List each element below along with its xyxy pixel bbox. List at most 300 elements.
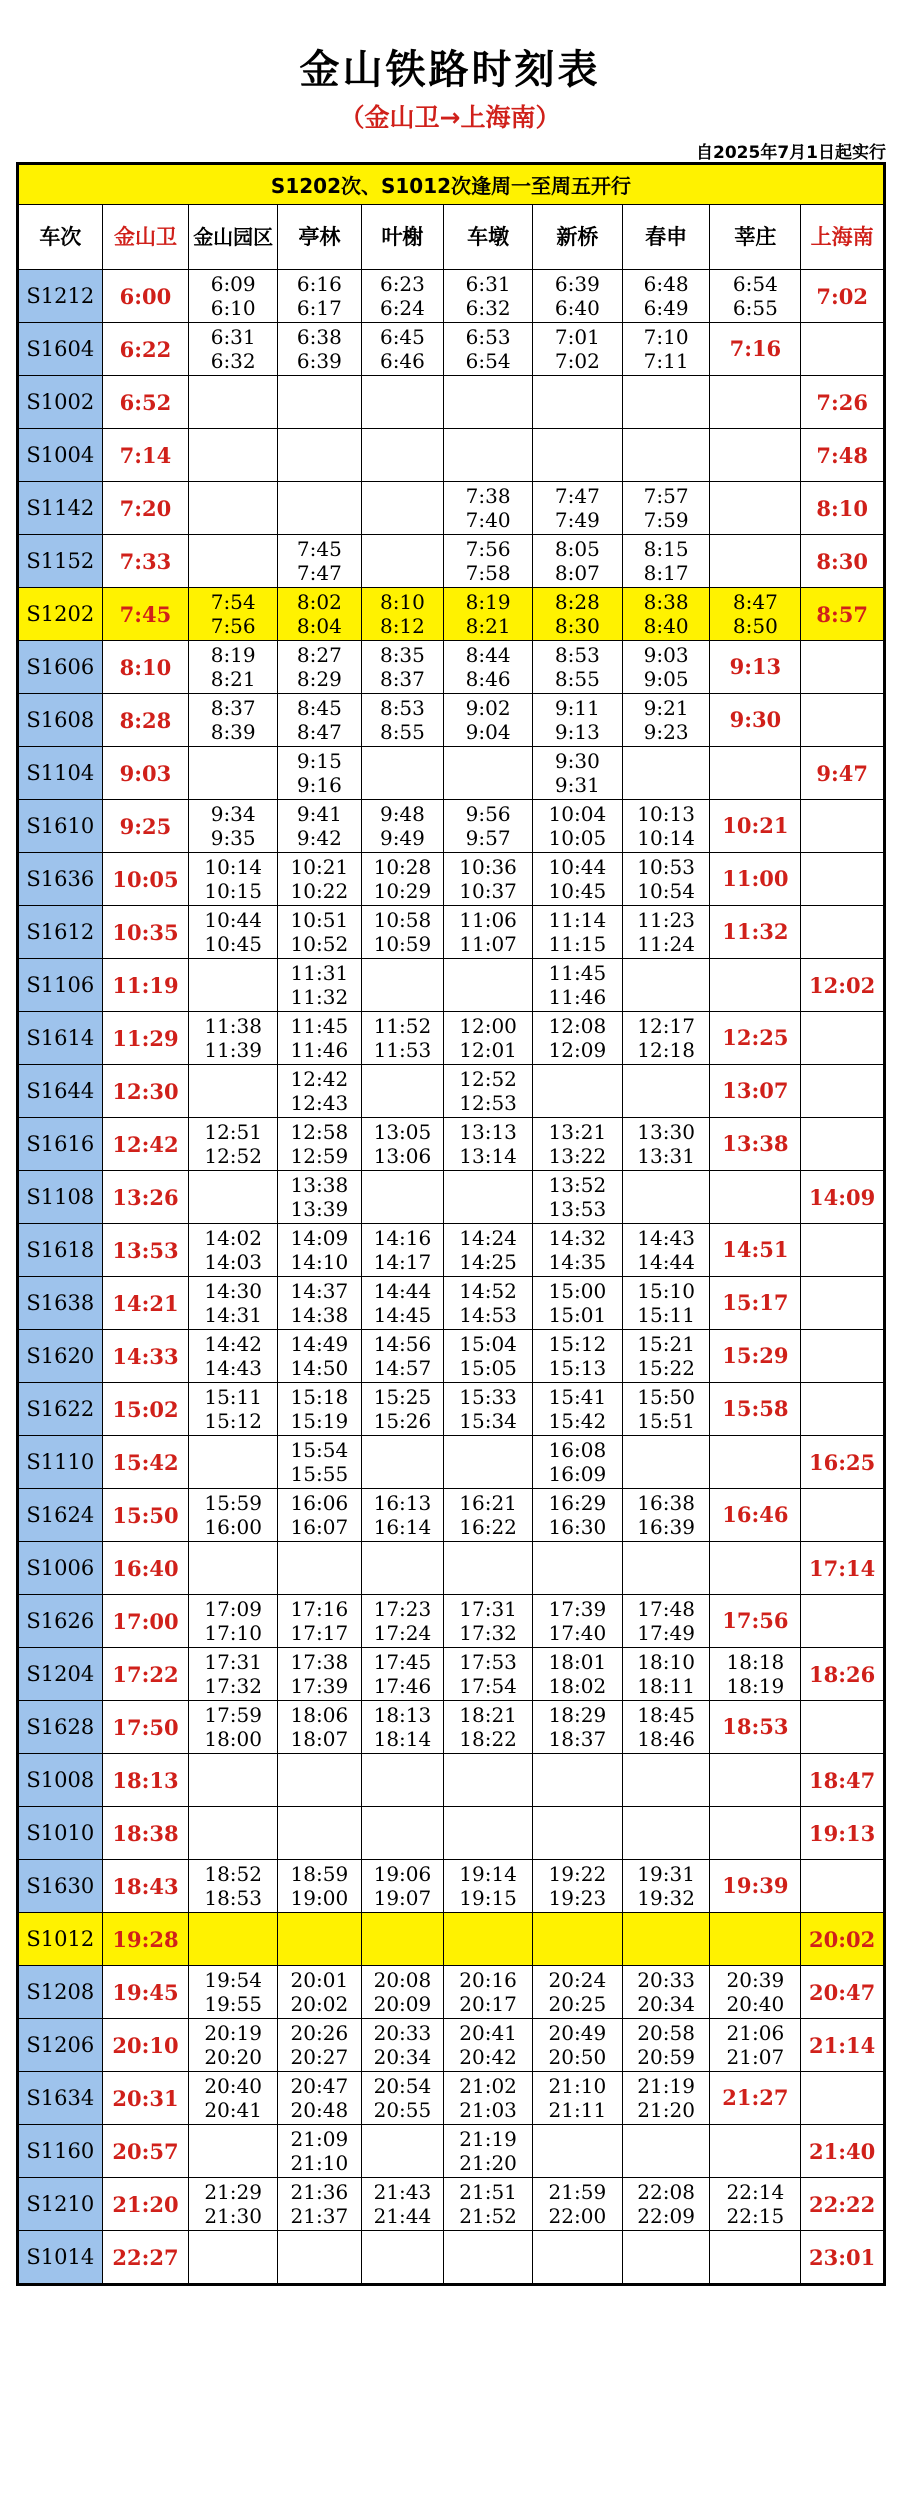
train-number: S1208	[18, 1966, 103, 2019]
arrival-time: 13:05	[373, 1120, 432, 1144]
timetable-row	[18, 482, 885, 535]
departure-time: 21:20	[459, 2151, 517, 2175]
arrival-time: 20:54	[373, 2074, 432, 2098]
departure-time: 14:57	[373, 1356, 432, 1380]
arrival-time: 11:32	[722, 919, 789, 944]
arrival-time: 11:31	[290, 961, 349, 985]
stop-time-cell	[444, 1012, 533, 1065]
stop-time-cell	[444, 1807, 533, 1860]
stop-time-cell	[622, 1807, 710, 1860]
stop-time-cell	[622, 800, 710, 853]
departure-time: 9:31	[554, 773, 600, 797]
stop-time-cell	[189, 1542, 278, 1595]
arrival-time: 17:59	[204, 1703, 262, 1727]
stop-time-cell	[444, 1860, 533, 1913]
arrival-time: 10:36	[459, 855, 517, 879]
departure-time: 11:07	[459, 932, 517, 956]
stop-time-cell	[532, 1330, 622, 1383]
timetable-row	[18, 1065, 885, 1118]
shanghainan-arrival: 21:40	[801, 2125, 885, 2178]
arrival-time: 15:04	[459, 1332, 517, 1356]
header-row	[18, 205, 885, 270]
departure-time: 21:37	[290, 2204, 349, 2228]
arrival-time: 14:37	[290, 1279, 349, 1303]
arrival-time: 11:38	[204, 1014, 262, 1038]
departure-time: 6:32	[465, 296, 511, 320]
departure-time: 17:46	[373, 1674, 432, 1698]
stop-time-cell	[444, 2125, 533, 2178]
stop-time-cell	[361, 1171, 444, 1224]
timetable-row	[18, 1913, 885, 1966]
departure-time: 17:24	[373, 1621, 432, 1645]
stop-time-cell	[532, 1065, 622, 1118]
jinshanwei-departure: 20:31	[102, 2072, 189, 2125]
jinshanwei-departure: 7:45	[102, 588, 189, 641]
departure-time: 8:17	[643, 561, 689, 585]
stop-time-cell	[622, 323, 710, 376]
stop-time-cell	[361, 1383, 444, 1436]
stop-time-cell	[532, 1118, 622, 1171]
departure-time: 20:40	[726, 1992, 785, 2016]
stop-time-cell	[189, 1277, 278, 1330]
stop-time-cell	[278, 2019, 362, 2072]
stop-time-cell	[710, 270, 801, 323]
stop-time-cell	[361, 1542, 444, 1595]
stop-time-cell	[710, 1065, 801, 1118]
header-tinglin: 亭林	[278, 205, 362, 270]
train-number: S1014	[18, 2231, 103, 2285]
stop-time-cell	[710, 1171, 801, 1224]
stop-time-cell	[622, 1383, 710, 1436]
stop-time-cell	[189, 1065, 278, 1118]
stop-time-cell	[532, 2231, 622, 2285]
departure-time: 8:21	[465, 614, 511, 638]
timetable-row	[18, 1277, 885, 1330]
departure-time: 18:19	[726, 1674, 785, 1698]
stop-time-cell	[622, 588, 710, 641]
train-number: S1634	[18, 2072, 103, 2125]
arrival-time: 12:42	[290, 1067, 349, 1091]
departure-time: 7:11	[643, 349, 689, 373]
shanghainan-arrival	[801, 1383, 885, 1436]
stop-time-cell	[278, 270, 362, 323]
train-number: S1002	[18, 376, 103, 429]
departure-time: 15:22	[637, 1356, 695, 1380]
stop-time-cell	[189, 1595, 278, 1648]
stop-time-cell	[361, 694, 444, 747]
stop-time-cell	[278, 1754, 362, 1807]
stop-time-cell	[710, 1542, 801, 1595]
stop-time-cell	[361, 1966, 444, 2019]
stop-time-cell	[532, 1171, 622, 1224]
stop-time-cell	[278, 2072, 362, 2125]
stop-time-cell	[444, 323, 533, 376]
departure-time: 10:45	[548, 879, 607, 903]
stop-time-cell	[710, 747, 801, 800]
departure-time: 9:16	[296, 773, 342, 797]
stop-time-cell	[189, 959, 278, 1012]
arrival-time: 19:31	[637, 1862, 695, 1886]
jinshanwei-departure: 20:10	[102, 2019, 189, 2072]
shanghainan-arrival: 22:22	[801, 2178, 885, 2231]
departure-time: 11:15	[548, 932, 607, 956]
departure-time: 11:32	[290, 985, 349, 1009]
stop-time-cell	[189, 1966, 278, 2019]
departure-time: 8:30	[554, 614, 600, 638]
arrival-time: 10:21	[290, 855, 349, 879]
arrival-time: 14:49	[290, 1332, 349, 1356]
stop-time-cell	[444, 429, 533, 482]
stop-time-cell	[278, 1171, 362, 1224]
arrival-time: 11:06	[459, 908, 517, 932]
stop-time-cell	[710, 1383, 801, 1436]
arrival-time: 17:48	[637, 1597, 695, 1621]
stop-time-cell	[278, 800, 362, 853]
departure-time: 14:10	[290, 1250, 349, 1274]
arrival-time: 6:45	[379, 325, 425, 349]
jinshanwei-departure: 16:40	[102, 1542, 189, 1595]
stop-time-cell	[532, 1489, 622, 1542]
departure-time: 20:50	[548, 2045, 607, 2069]
arrival-time: 8:53	[379, 696, 425, 720]
train-number: S1618	[18, 1224, 103, 1277]
departure-time: 16:39	[637, 1515, 695, 1539]
arrival-time: 20:58	[637, 2021, 695, 2045]
departure-time: 12:18	[637, 1038, 695, 1062]
arrival-time: 9:30	[554, 749, 600, 773]
stop-time-cell	[622, 535, 710, 588]
timetable-row	[18, 1701, 885, 1754]
stop-time-cell	[278, 1648, 362, 1701]
arrival-time: 15:29	[722, 1343, 789, 1368]
arrival-time: 20:49	[548, 2021, 607, 2045]
stop-time-cell	[622, 2125, 710, 2178]
arrival-time: 13:07	[722, 1078, 789, 1103]
arrival-time: 20:24	[548, 1968, 607, 1992]
stop-time-cell	[361, 1065, 444, 1118]
stop-time-cell	[361, 1701, 444, 1754]
jinshanwei-departure: 19:28	[102, 1913, 189, 1966]
departure-time: 9:42	[296, 826, 342, 850]
stop-time-cell	[532, 800, 622, 853]
arrival-time: 7:16	[729, 336, 782, 361]
arrival-time: 19:54	[204, 1968, 262, 1992]
arrival-time: 21:59	[548, 2180, 607, 2204]
arrival-time: 9:15	[296, 749, 342, 773]
jinshanwei-departure: 15:42	[102, 1436, 189, 1489]
stop-time-cell	[361, 853, 444, 906]
shanghainan-arrival: 17:14	[801, 1542, 885, 1595]
departure-time: 7:49	[554, 508, 600, 532]
departure-time: 13:53	[548, 1197, 607, 1221]
stop-time-cell	[278, 1595, 362, 1648]
train-number: S1004	[18, 429, 103, 482]
stop-time-cell	[710, 1913, 801, 1966]
stop-time-cell	[278, 694, 362, 747]
departure-time: 18:00	[204, 1727, 262, 1751]
stop-time-cell	[278, 2231, 362, 2285]
stop-time-cell	[622, 1860, 710, 1913]
arrival-time: 20:40	[204, 2074, 262, 2098]
departure-time: 6:54	[465, 349, 511, 373]
stop-time-cell	[444, 1542, 533, 1595]
jinshanwei-departure: 10:05	[102, 853, 189, 906]
jinshanwei-departure: 7:33	[102, 535, 189, 588]
arrival-time: 22:08	[637, 2180, 695, 2204]
timetable-row	[18, 1383, 885, 1436]
departure-time: 8:47	[296, 720, 342, 744]
stop-time-cell	[444, 2231, 533, 2285]
stop-time-cell	[710, 906, 801, 959]
stop-time-cell	[444, 482, 533, 535]
train-number: S1626	[18, 1595, 103, 1648]
arrival-time: 16:06	[290, 1491, 349, 1515]
timetable-row	[18, 959, 885, 1012]
departure-time: 13:31	[637, 1144, 695, 1168]
arrival-time: 6:48	[643, 272, 689, 296]
timetable-row	[18, 1012, 885, 1065]
departure-time: 8:40	[643, 614, 689, 638]
stop-time-cell	[710, 588, 801, 641]
stop-time-cell	[444, 906, 533, 959]
stop-time-cell	[532, 323, 622, 376]
stop-time-cell	[710, 323, 801, 376]
departure-time: 10:45	[204, 932, 262, 956]
arrival-time: 6:31	[210, 325, 256, 349]
departure-time: 20:59	[637, 2045, 695, 2069]
stop-time-cell	[710, 1118, 801, 1171]
arrival-time: 19:14	[459, 1862, 517, 1886]
stop-time-cell	[278, 2178, 362, 2231]
shanghainan-arrival: 20:02	[801, 1913, 885, 1966]
stop-time-cell	[710, 1277, 801, 1330]
stop-time-cell	[361, 800, 444, 853]
arrival-time: 17:31	[459, 1597, 517, 1621]
stop-time-cell	[361, 482, 444, 535]
departure-time: 18:11	[637, 1674, 695, 1698]
stop-time-cell	[622, 376, 710, 429]
timetable-row	[18, 588, 885, 641]
header-chedun: 车墩	[444, 205, 533, 270]
jinshanwei-departure: 18:38	[102, 1807, 189, 1860]
departure-time: 10:05	[548, 826, 607, 850]
stop-time-cell	[532, 588, 622, 641]
departure-time: 14:17	[373, 1250, 432, 1274]
timetable-row	[18, 1171, 885, 1224]
stop-time-cell	[278, 853, 362, 906]
arrival-time: 20:33	[637, 1968, 695, 1992]
arrival-time: 9:30	[729, 707, 782, 732]
stop-time-cell	[189, 2072, 278, 2125]
stop-time-cell	[361, 1913, 444, 1966]
departure-time: 6:17	[296, 296, 342, 320]
timetable	[16, 162, 886, 2286]
stop-time-cell	[444, 2019, 533, 2072]
stop-time-cell	[532, 1648, 622, 1701]
arrival-time: 14:24	[459, 1226, 517, 1250]
stop-time-cell	[622, 270, 710, 323]
arrival-time: 8:28	[554, 590, 600, 614]
arrival-time: 20:39	[726, 1968, 785, 1992]
arrival-time: 19:39	[722, 1873, 789, 1898]
stop-time-cell	[622, 2178, 710, 2231]
departure-time: 14:50	[290, 1356, 349, 1380]
stop-time-cell	[444, 1118, 533, 1171]
shanghainan-arrival: 7:26	[801, 376, 885, 429]
arrival-time: 10:13	[637, 802, 695, 826]
departure-time: 8:39	[210, 720, 256, 744]
departure-time: 15:51	[637, 1409, 695, 1433]
jinshanwei-departure: 11:19	[102, 959, 189, 1012]
departure-time: 19:32	[637, 1886, 695, 1910]
stop-time-cell	[622, 2231, 710, 2285]
stop-time-cell	[622, 694, 710, 747]
arrival-time: 6:53	[465, 325, 511, 349]
arrival-time: 8:02	[296, 590, 342, 614]
header-xinqiao: 新桥	[532, 205, 622, 270]
departure-time: 6:10	[210, 296, 256, 320]
stop-time-cell	[532, 2178, 622, 2231]
stop-time-cell	[710, 1330, 801, 1383]
arrival-time: 10:21	[722, 813, 789, 838]
shanghainan-arrival: 8:10	[801, 482, 885, 535]
train-number: S1604	[18, 323, 103, 376]
stop-time-cell	[189, 641, 278, 694]
train-number: S1142	[18, 482, 103, 535]
departure-time: 19:55	[204, 1992, 262, 2016]
stop-time-cell	[710, 1754, 801, 1807]
stop-time-cell	[444, 1754, 533, 1807]
stop-time-cell	[361, 1224, 444, 1277]
shanghainan-arrival: 9:47	[801, 747, 885, 800]
train-number: S1638	[18, 1277, 103, 1330]
train-number: S1636	[18, 853, 103, 906]
page-title: 金山铁路时刻表	[299, 47, 601, 93]
train-number: S1606	[18, 641, 103, 694]
timetable-row	[18, 1648, 885, 1701]
jinshanwei-departure: 6:52	[102, 376, 189, 429]
stop-time-cell	[189, 2178, 278, 2231]
arrival-time: 10:53	[637, 855, 695, 879]
arrival-time: 8:47	[732, 590, 778, 614]
stop-time-cell	[622, 2072, 710, 2125]
train-number: S1108	[18, 1171, 103, 1224]
stop-time-cell	[189, 1701, 278, 1754]
departure-time: 17:49	[637, 1621, 695, 1645]
timetable-row	[18, 1754, 885, 1807]
train-number: S1628	[18, 1701, 103, 1754]
arrival-time: 19:06	[373, 1862, 432, 1886]
stop-time-cell	[189, 1913, 278, 1966]
departure-time: 11:39	[204, 1038, 262, 1062]
stop-time-cell	[532, 1754, 622, 1807]
timetable-row	[18, 429, 885, 482]
arrival-time: 9:56	[465, 802, 511, 826]
departure-time: 7:58	[465, 561, 511, 585]
departure-time: 22:09	[637, 2204, 695, 2228]
timetable-row	[18, 1966, 885, 2019]
jinshanwei-departure: 13:53	[102, 1224, 189, 1277]
stop-time-cell	[622, 959, 710, 1012]
stop-time-cell	[532, 641, 622, 694]
train-number: S1012	[18, 1913, 103, 1966]
stop-time-cell	[444, 1171, 533, 1224]
stop-time-cell	[278, 535, 362, 588]
arrival-time: 15:25	[373, 1385, 432, 1409]
stop-time-cell	[444, 1065, 533, 1118]
arrival-time: 17:31	[204, 1650, 262, 1674]
arrival-time: 8:19	[465, 590, 511, 614]
arrival-time: 20:01	[290, 1968, 349, 1992]
departure-time: 8:55	[554, 667, 600, 691]
departure-time: 13:06	[373, 1144, 432, 1168]
stop-time-cell	[622, 429, 710, 482]
jinshanwei-departure: 12:42	[102, 1118, 189, 1171]
departure-time: 20:09	[373, 1992, 432, 2016]
stop-time-cell	[710, 2125, 801, 2178]
shanghainan-arrival: 21:14	[801, 2019, 885, 2072]
stop-time-cell	[622, 1913, 710, 1966]
arrival-time: 6:38	[296, 325, 342, 349]
departure-time: 17:10	[204, 1621, 262, 1645]
effective-date: 自2025年7月1日起实行	[696, 143, 886, 163]
stop-time-cell	[622, 1330, 710, 1383]
arrival-time: 6:31	[465, 272, 511, 296]
jinshanwei-departure: 12:30	[102, 1065, 189, 1118]
arrival-time: 18:01	[548, 1650, 607, 1674]
arrival-time: 9:11	[554, 696, 600, 720]
train-number: S1612	[18, 906, 103, 959]
jinshanwei-departure: 7:20	[102, 482, 189, 535]
timetable-row	[18, 1807, 885, 1860]
departure-time: 15:05	[459, 1356, 517, 1380]
stop-time-cell	[710, 2231, 801, 2285]
shanghainan-arrival	[801, 1118, 885, 1171]
stop-time-cell	[189, 270, 278, 323]
jinshanwei-departure: 17:50	[102, 1701, 189, 1754]
stop-time-cell	[278, 429, 362, 482]
train-number: S1010	[18, 1807, 103, 1860]
stop-time-cell	[532, 1913, 622, 1966]
departure-time: 10:15	[204, 879, 262, 903]
header-jinshan-yuanqu: 金山园区	[189, 205, 278, 270]
stop-time-cell	[710, 535, 801, 588]
departure-time: 10:22	[290, 879, 349, 903]
stop-time-cell	[532, 1807, 622, 1860]
stop-time-cell	[622, 1648, 710, 1701]
departure-time: 16:14	[373, 1515, 432, 1539]
stop-time-cell	[361, 1118, 444, 1171]
timetable-row	[18, 1489, 885, 1542]
shanghainan-arrival: 19:13	[801, 1807, 885, 1860]
shanghainan-arrival	[801, 800, 885, 853]
stop-time-cell	[278, 1330, 362, 1383]
train-number: S1206	[18, 2019, 103, 2072]
stop-time-cell	[532, 1012, 622, 1065]
arrival-time: 10:44	[548, 855, 607, 879]
stop-time-cell	[189, 1224, 278, 1277]
timetable-row	[18, 323, 885, 376]
stop-time-cell	[622, 1754, 710, 1807]
arrival-time: 15:41	[548, 1385, 607, 1409]
stop-time-cell	[444, 641, 533, 694]
timetable-row	[18, 1330, 885, 1383]
timetable-row	[18, 641, 885, 694]
stop-time-cell	[532, 1277, 622, 1330]
departure-time: 20:34	[637, 1992, 695, 2016]
timetable-row	[18, 694, 885, 747]
jinshanwei-departure: 8:28	[102, 694, 189, 747]
